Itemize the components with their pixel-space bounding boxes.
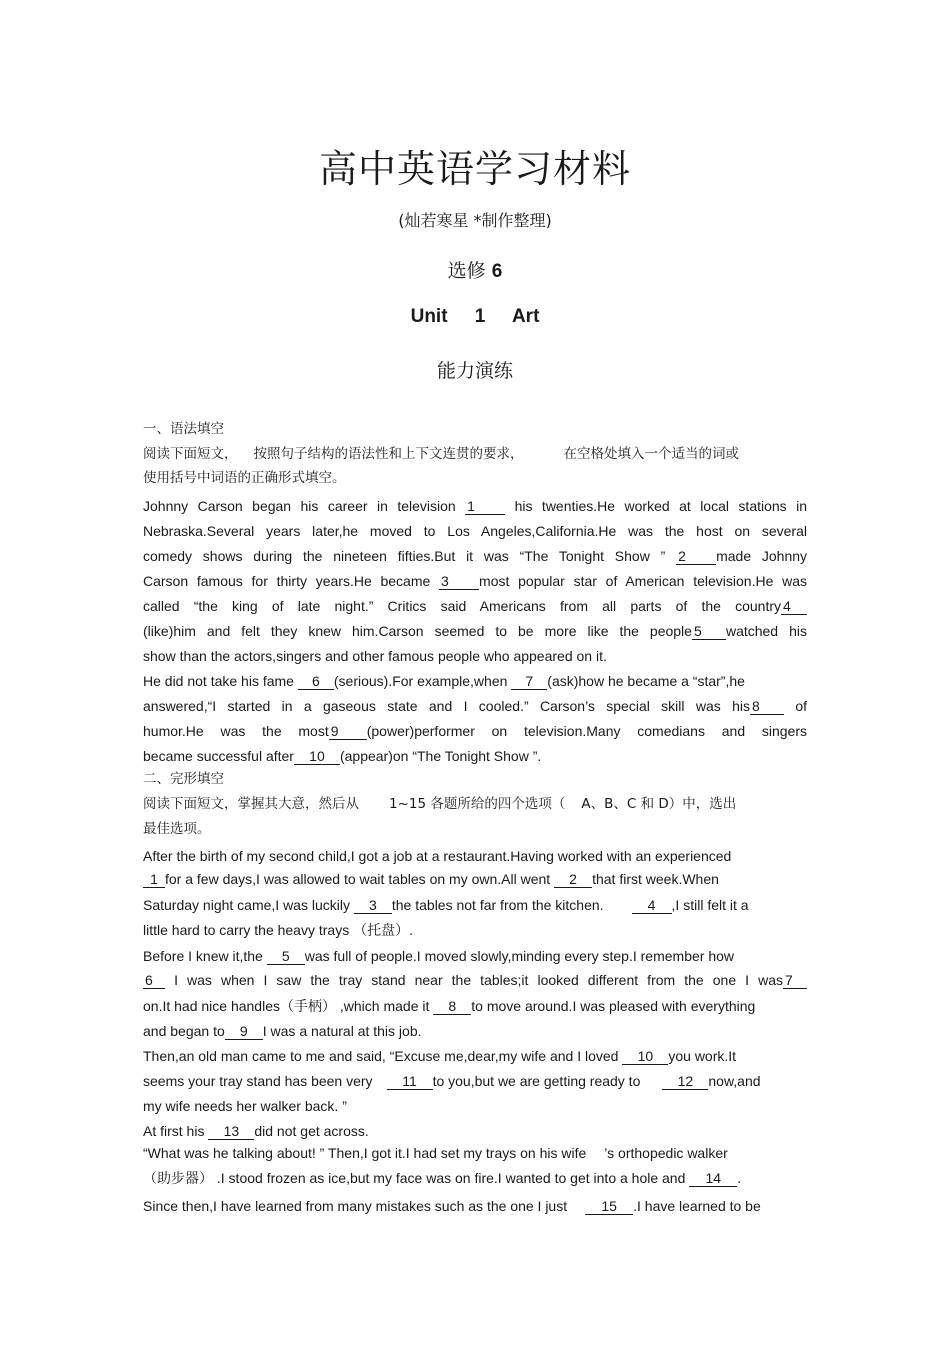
text-span: “The Tonight Show ” (519, 548, 666, 564)
text-span: seems your tray stand has been very (143, 1073, 373, 1089)
blank-6: 6 (298, 674, 334, 690)
text-span: ,I still felt it a (671, 897, 749, 913)
text-span: and began to (143, 1023, 225, 1039)
part1-instruction-line2: 使用括号中词语的正确形式填空。 (143, 470, 346, 486)
passage1-line (143, 597, 807, 615)
part2-instruction-line2: 最佳选项。 (143, 821, 211, 837)
passage1-line (143, 497, 807, 515)
text-span: “What was he talking about! ” Then,I got it.I had set my trays on his wife (143, 1145, 587, 1161)
part1-instruction-a: 阅读下面短文， (143, 446, 238, 462)
text-span: I was a natural at this job. (262, 1023, 422, 1039)
blank-11: 11 (387, 1074, 433, 1090)
blank-8: 8 (750, 699, 784, 715)
text-span: on.It had nice handles（手柄） ,which made it (143, 998, 430, 1014)
text-span: you work.It (668, 1048, 737, 1064)
blank-13: 13 (208, 1124, 254, 1140)
text-span: At first his (143, 1123, 205, 1139)
passage2-line (143, 1144, 807, 1162)
passage1-line (143, 547, 807, 565)
text-span: for a few days,I was allowed to wait tables on my own.All went (165, 871, 551, 887)
blank-7: 7 (511, 674, 547, 690)
text-span: of (795, 698, 807, 714)
document-subtitle: (灿若寒星 *制作整理) (398, 211, 552, 230)
text-span: to you,but we are getting ready to (432, 1073, 641, 1089)
passage1-line (143, 572, 807, 590)
text-span: became successful after (143, 748, 294, 764)
passage2-line (143, 971, 807, 989)
blank-10: 10 (622, 1049, 668, 1065)
document-title: 高中英语学习材料 (318, 147, 631, 191)
blank-9: 9 (225, 1024, 263, 1040)
unit-heading (0, 306, 950, 328)
passage1-line (143, 697, 807, 715)
passage2-line: （助步器） .I stood frozen as ice,but my face was on fire.I wanted to get into a hole and 14 . (143, 1170, 742, 1186)
blank-3: 3 (354, 898, 392, 914)
blank-6: 6 (143, 973, 165, 989)
blank-9: 9 (329, 724, 367, 740)
text-span: (serious).For example,when (333, 673, 508, 689)
passage1-line (143, 722, 807, 740)
elective-number: 6 (491, 261, 503, 282)
elective-heading (0, 256, 950, 283)
blank-1: 1 (143, 872, 165, 888)
text-span: was full of people.I moved slowly,minding every step.I remember how (304, 948, 734, 964)
text-span: Then,an old man came to me and said, “Excuse me,dear,my wife and I loved (143, 1048, 619, 1064)
text-span: made Johnny (716, 548, 808, 564)
passage2-line (143, 1072, 807, 1090)
blank-14: 14 (689, 1171, 737, 1187)
text-span: did not get across. (254, 1123, 369, 1139)
blank-5: 5 (692, 624, 726, 640)
text-span: the tables not far from the kitchen. (391, 897, 604, 913)
text-span: now,and (708, 1073, 761, 1089)
text-span: .I have learned to be (633, 1198, 761, 1214)
part2-instruction-a: 阅读下面短文，掌握其大意，然后从 (143, 796, 359, 812)
text-span: comedy shows during the nineteen fifties.But it was (143, 548, 509, 564)
text-span: that first week.When (592, 871, 719, 887)
text-span: (appear)on “The Tonight Show ”. (339, 748, 542, 764)
unit-topic: Art (511, 306, 540, 327)
part1-instruction-c: 在空格处填入一个适当的词或 (563, 446, 739, 462)
blank-12: 12 (662, 1074, 708, 1090)
passage2-line (143, 1122, 807, 1140)
passage1-line: Nebraska.Several years later,he moved to Los Angeles,California.He was the host on several (143, 523, 807, 539)
blank-8: 8 (433, 999, 471, 1015)
text-span: (power)performer on television.Many comedians and singers (366, 723, 808, 739)
blank-7: 7 (783, 973, 807, 989)
blank-10: 10 (294, 749, 340, 765)
unit-label: Unit 1 (410, 306, 486, 327)
part1-instruction-b: 按照句子结构的语法性和上下文连贯的要求， (253, 446, 524, 462)
text-span: most popular star of American television.He was (479, 573, 807, 589)
blank-4: 4 (632, 898, 672, 914)
blank-1: 1 (465, 499, 505, 515)
blank-2: 2 (676, 549, 716, 565)
blank-5: 5 (267, 949, 305, 965)
passage1-line (143, 672, 807, 690)
blank-15: 15 (585, 1199, 633, 1215)
passage2-line: After the birth of my second child,I got a job at a restaurant.Having worked with an experienced (143, 848, 732, 864)
passage2-line (143, 1047, 807, 1065)
text-span: (ask)how he became a “star”,he (547, 673, 745, 689)
text-span: （助步器） .I stood frozen as ice,but my face was on fire.I wanted to get into a hole and (143, 1170, 686, 1186)
part2-heading: 二、完形填空 (143, 771, 224, 787)
text-span: Saturday night came,I was luckily (143, 897, 350, 913)
section-title: 能力演练 (436, 360, 513, 382)
part2-instruction-c: A、B、C 和 D）中，选出 (581, 796, 737, 812)
passage2-line: my wife needs her walker back. ” (143, 1098, 347, 1114)
text-span: his twenties.He worked at local stations in (514, 498, 808, 514)
part2-instruction-b: 1~15 各题所给的四个选项（ (389, 796, 566, 812)
text-span: He did not take his fame (143, 673, 294, 689)
text-span: watched his (725, 623, 807, 639)
part1-instruction (143, 445, 807, 463)
text-span: humor.He was the most (143, 723, 329, 739)
passage1-line (143, 622, 807, 640)
part2-instruction (143, 795, 807, 813)
passage2-line (143, 1022, 807, 1040)
part1-heading: 一、语法填空 (143, 421, 224, 437)
passage1-line: show than the actors,singers and other famous people who appeared on it. (143, 648, 607, 664)
passage2-line (143, 896, 807, 914)
elective-label: 选修 (447, 260, 486, 282)
blank-3: 3 (439, 574, 479, 590)
text-span: Carson famous for thirty years.He became (143, 573, 431, 589)
passage2-line (143, 997, 807, 1015)
blank-2: 2 (554, 872, 592, 888)
text-span: to move around.I was pleased with everything (471, 998, 756, 1014)
passage2-line: little hard to carry the heavy trays （托盘）. (143, 922, 413, 938)
text-span: called “the king of late night.” Critics said Americans from all parts of the country (143, 598, 781, 614)
text-span: Johnny Carson began his career in television (143, 498, 456, 514)
text-span: answered,“I started in a gaseous state and I cooled.” Carson’s special skill was his (143, 698, 750, 714)
text-span: Before I knew it,the (143, 948, 263, 964)
blank-4: 4 (781, 599, 807, 615)
text-span: I was when I saw the tray stand near the tables;it looked different from the one I was (174, 972, 784, 988)
passage2-line (143, 1197, 807, 1215)
text-span: Since then,I have learned from many mistakes such as the one I just (143, 1198, 568, 1214)
text-span: ’s orthopedic walker (604, 1145, 728, 1161)
passage2-line (143, 870, 807, 888)
passage2-line (143, 947, 807, 965)
passage1-line (143, 747, 807, 765)
text-span: (like)him and felt they knew him.Carson seemed to be more like the people (143, 623, 692, 639)
